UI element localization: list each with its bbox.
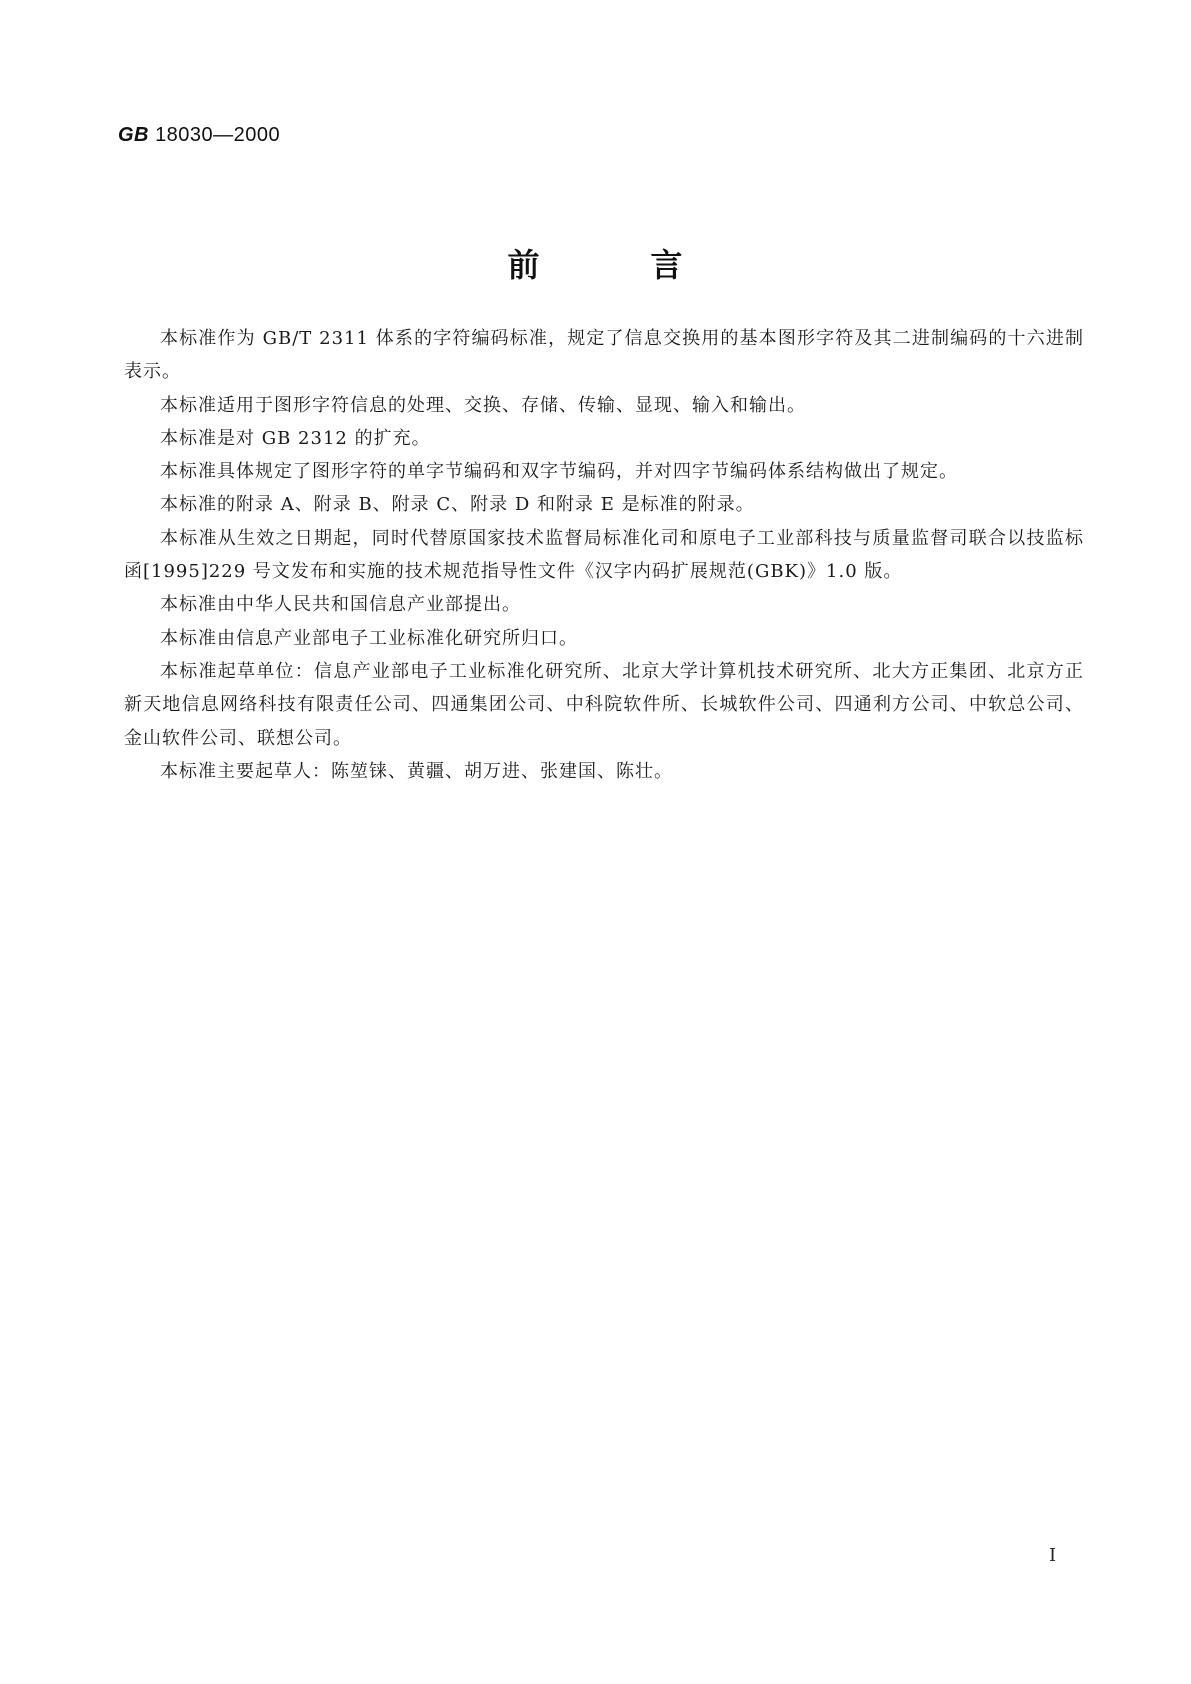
paragraph: 本标准的附录 A、附录 B、附录 C、附录 D 和附录 E 是标准的附录。 bbox=[160, 494, 755, 516]
standard-number: 18030—2000 bbox=[155, 124, 281, 146]
standard-code bbox=[118, 124, 280, 147]
paragraph: 本标准适用于图形字符信息的处理、交换、存储、传输、显现、输入和输出。 bbox=[160, 394, 806, 416]
standard-prefix: GB bbox=[118, 124, 149, 146]
paragraph: 本标准主要起草人：陈堃铼、黄疆、胡万进、张建国、陈壮。 bbox=[160, 760, 673, 782]
page-title bbox=[0, 240, 1191, 286]
title-char-1: 前 bbox=[507, 246, 541, 284]
title-char-2: 言 bbox=[650, 246, 684, 284]
paragraph: 本标准是对 GB 2312 的扩充。 bbox=[160, 427, 431, 449]
paragraph: 本标准具体规定了图形字符的单字节编码和双字节编码，并对四字节编码体系结构做出了规定。 bbox=[160, 461, 958, 483]
paragraph: 本标准由中华人民共和国信息产业部提出。 bbox=[160, 594, 521, 616]
paragraph: 本标准由信息产业部电子工业标准化研究所归口。 bbox=[160, 627, 578, 649]
paragraph: 本标准起草单位：信息产业部电子工业标准化研究所、北京大学计算机技术研究所、北大方正集团、北京方正新天地信息网络科技有限责任公司、四通集团公司、中科院软件所、长城软件公司、四通利方公司、中软总公司、金山软件公司、联想公司。 bbox=[124, 660, 1084, 749]
foreword-body bbox=[124, 322, 1084, 788]
page-number: I bbox=[1049, 1545, 1057, 1566]
paragraph: 本标准作为 GB/T 2311 体系的字符编码标准，规定了信息交换用的基本图形字符及其二进制编码的十六进制表示。 bbox=[124, 328, 1084, 383]
paragraph: 本标准从生效之日期起，同时代替原国家技术监督局标准化司和原电子工业部科技与质量监督司联合以技监标函[1995]229 号文发布和实施的技术规范指导性文件《汉字内码扩展规范(GBK)》1.0 版。 bbox=[124, 527, 1084, 583]
